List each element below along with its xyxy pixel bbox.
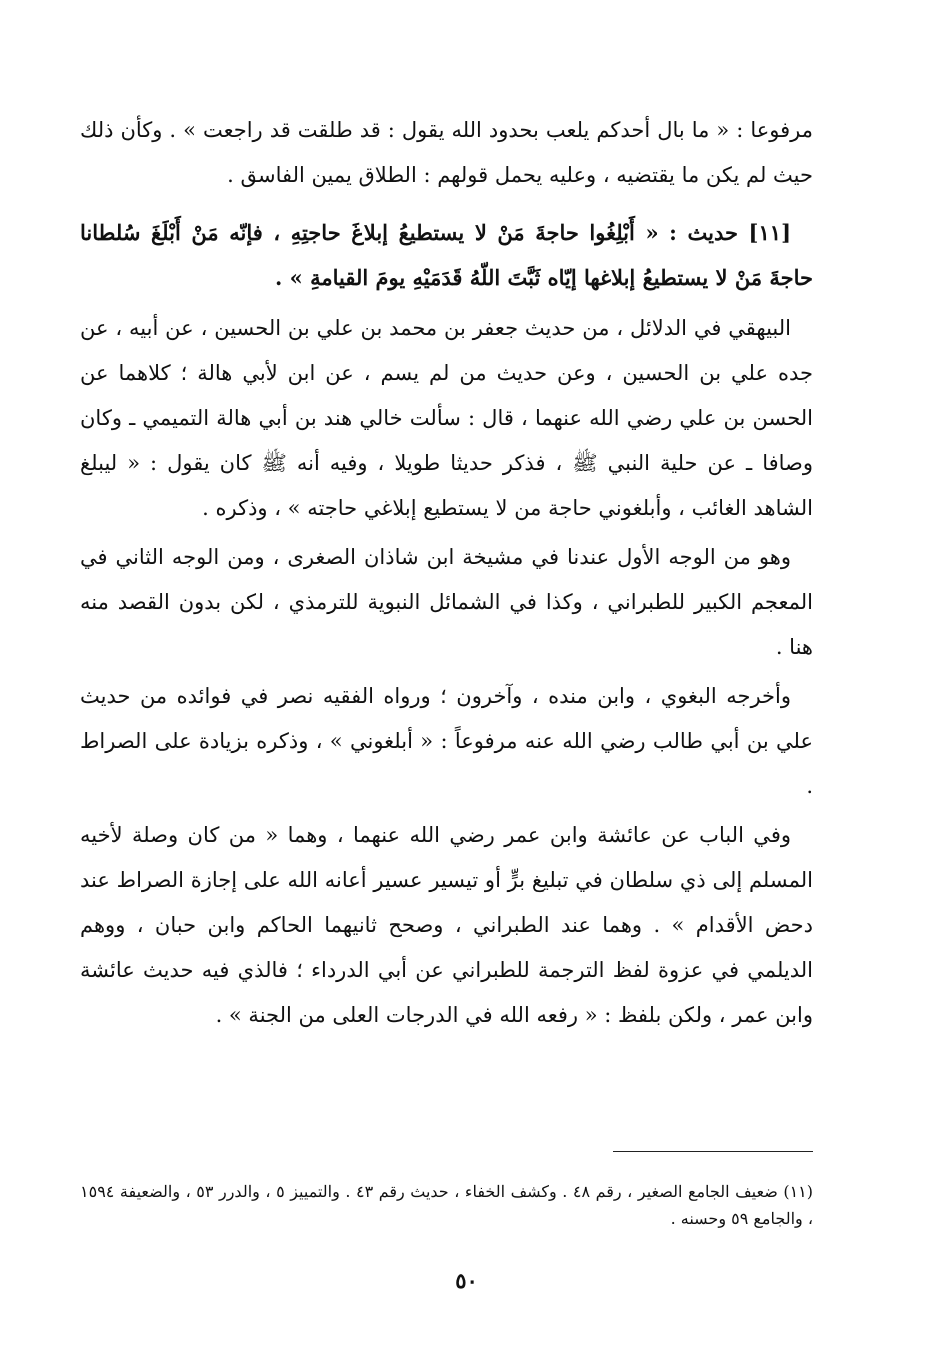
paragraph-continuation: مرفوعا : « ما بال أحدكم يلعب بحدود الله يقول : قد طلقت قد راجعت » . وكأن ذلك حيث لم يكن ما يقتضيه ، وعليه يحمل قولهم : الطلاق يمين الفاسق .: [80, 118, 813, 187]
footnote-divider: [613, 1151, 813, 1152]
main-text: [80, 108, 813, 1038]
paragraph-in-chapter: وفي الباب عن عائشة وابن عمر رضي الله عنهما ، وهما « من كان وصلة لأخيه المسلم إلى ذي سلطان في تبليغ برٍّ أو تيسير عسير أعانه الله على إجازة الصراط عند دحض الأقدام » . وهما عند الطبراني ، وصحح ثانيهما الحاكم وابن حبان ، ووهم الديلمي في عزوة لفظ الترجمة للطبراني عن أبي الدرداء ؛ فالذي فيه حديث عائشة وابن عمر ، ولكن بلفظ : « رفعه الله في الدرجات العلى من الجنة » .: [80, 823, 813, 1027]
paragraph-baghawi: وأخرجه البغوي ، وابن منده ، وآخرون ؛ ورواه الفقيه نصر في فوائده من حديث علي بن أبي طالب رضي الله عنه مرفوعاً : « أبلغوني » ، وذكره بزيادة على الصراط .: [80, 684, 813, 798]
page-number: ٥٠: [455, 1268, 478, 1293]
paragraph-bayhaqi: البيهقي في الدلائل ، من حديث جعفر بن محمد بن علي بن الحسين ، عن أبيه ، عن جده علي بن الحسين ، وعن حديث من لم يسم ، عن ابن لأبي هالة ؛ كلاهما عن الحسن بن علي رضي الله عنهما ، قال : سألت خالي هند بن أبي هالة التميمي ـ وكان وصافا ـ عن حلية النبي ﷺ ، فذكر حديثا طويلا ، وفيه أنه ﷺ كان يقول : « ليبلغ الشاهد الغائب ، وأبلغوني حاجة من لا يستطيع إبلاغي حاجته » ، وذكره .: [80, 316, 813, 520]
paragraph-first-route: وهو من الوجه الأول عندنا في مشيخة ابن شاذان الصغرى ، ومن الوجه الثاني في المعجم الكبير للطبراني ، وكذا في الشمائل النبوية للترمذي ، لكن بدون القصد منه هنا .: [80, 545, 813, 659]
hadith-heading: [١١] حديث : « أَبْلِغُوا حاجةَ مَنْ لا يستطيعُ إبلاغَ حاجتِهِ ، فإنّه مَنْ أَبْلَغَ سُلطانا حاجةَ مَنْ لا يستطيعُ إبلاغها إيّاه ثَبَّتَ اللّهُ قَدَمَيْهِ يومَ القيامةِ » .: [80, 220, 813, 290]
footnote: (١١) ضعيف الجامع الصغير ، رقم ٤٨ . وكشف الخفاء ، حديث رقم ٤٣ . والتمييز ٥ ، والدرر ٥٣ ، والضعيفة ١٥٩٤ ، والجامع ٥٩ وحسنه .: [80, 1182, 814, 1228]
